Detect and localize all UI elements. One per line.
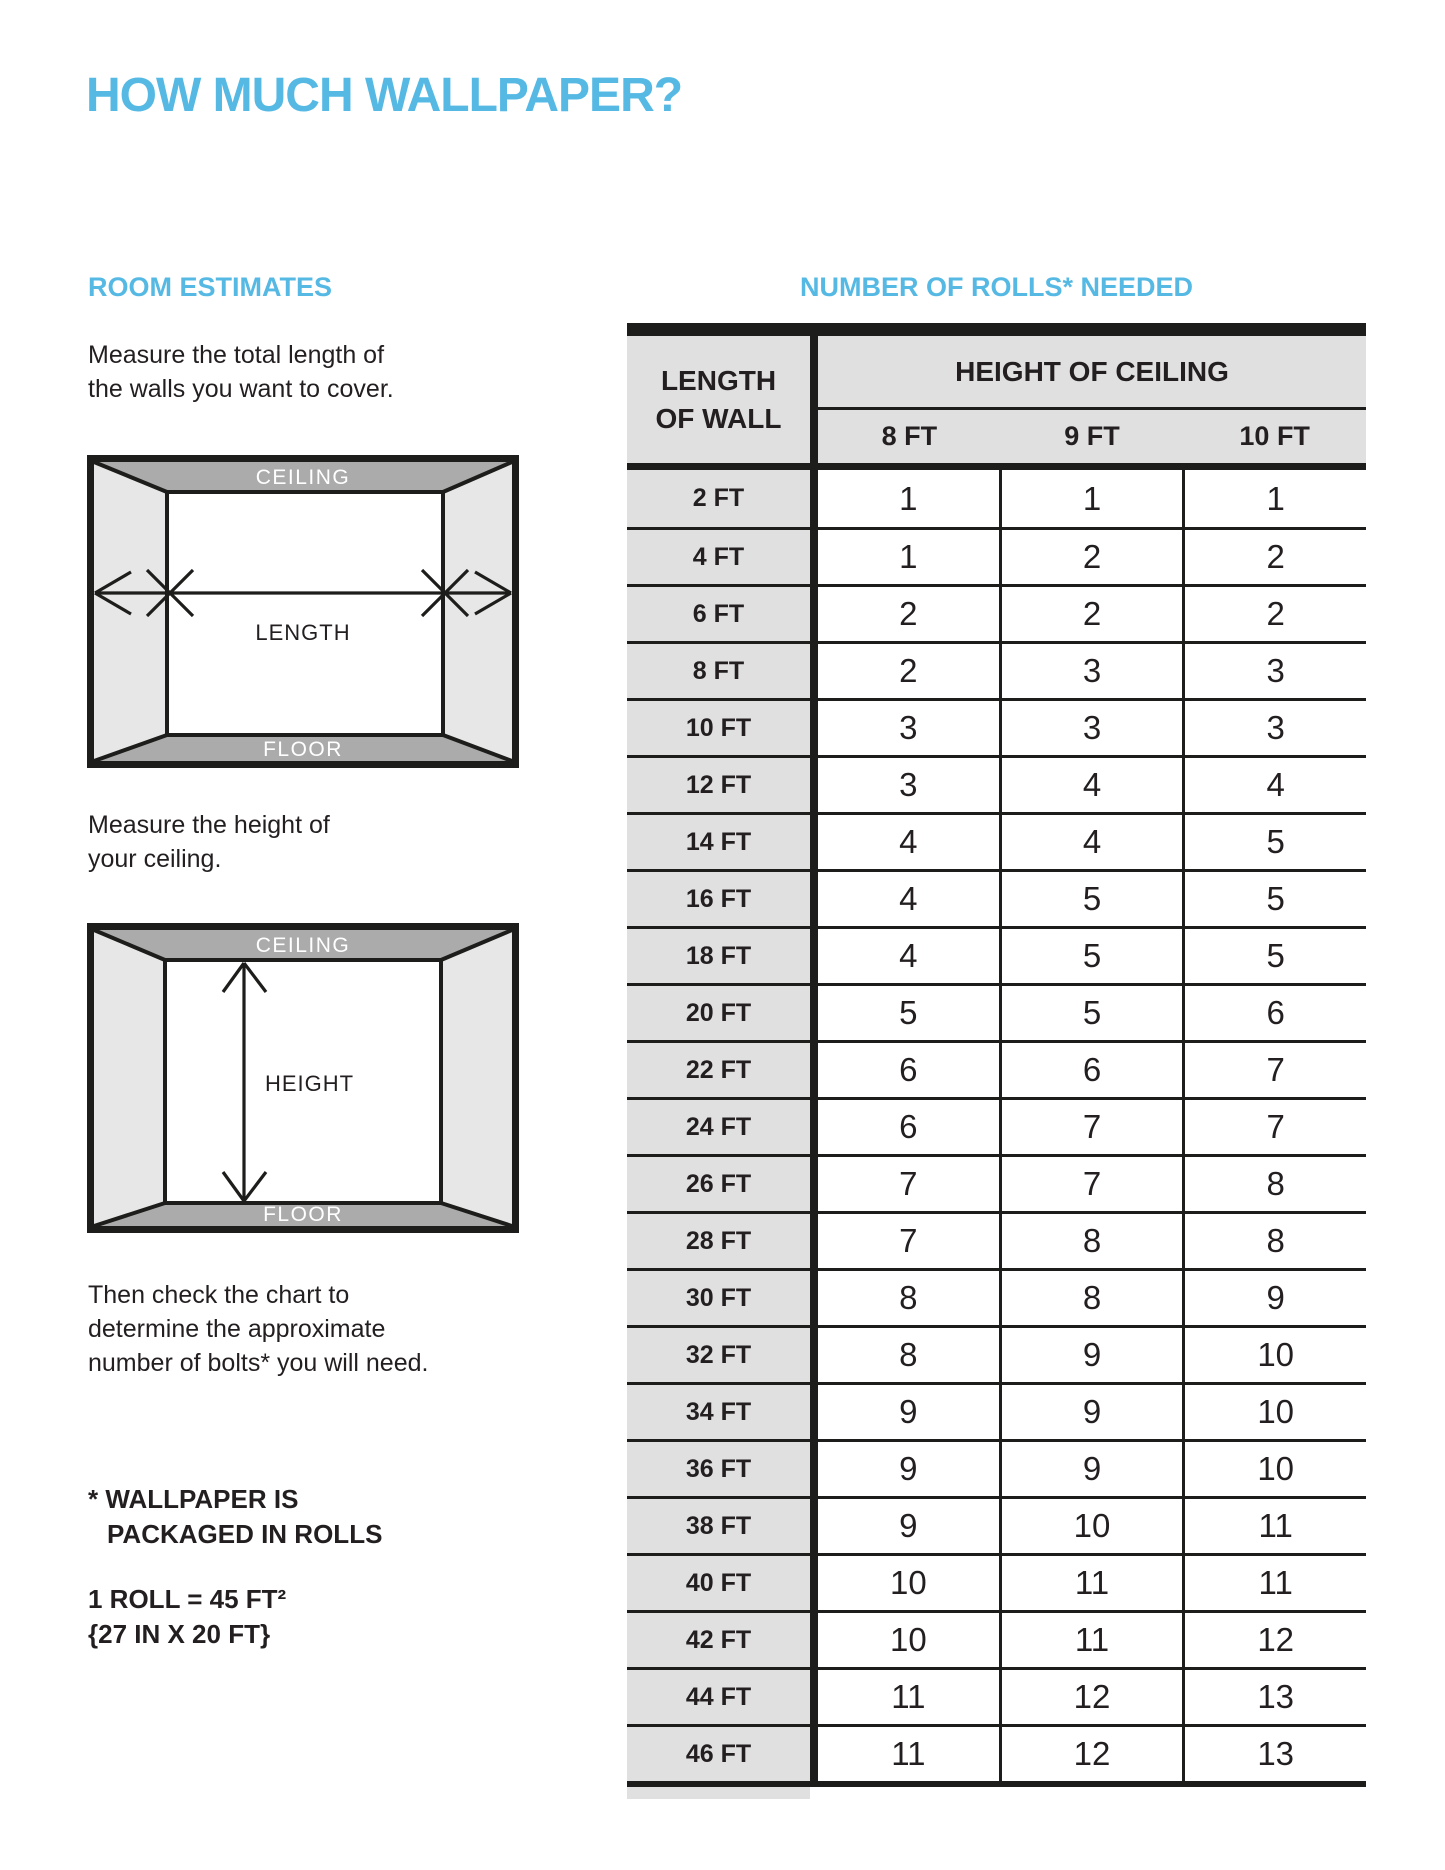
floor-label: FLOOR xyxy=(263,738,343,761)
height-label: HEIGHT xyxy=(265,1071,355,1096)
rolls-cell-8ft: 8 xyxy=(818,1271,999,1325)
instruction-height-line2: your ceiling. xyxy=(88,845,222,873)
rolls-cell-8ft: 1 xyxy=(818,470,999,527)
rolls-cell-10ft: 3 xyxy=(1182,644,1366,698)
wallpaper-footnote xyxy=(88,1482,382,1552)
rolls-cell-8ft: 5 xyxy=(818,986,999,1040)
table-column-group-header: HEIGHT OF CEILING xyxy=(818,336,1366,407)
floor-label: FLOOR xyxy=(263,1203,343,1226)
table-row xyxy=(627,1211,1366,1268)
rolls-cell-10ft: 5 xyxy=(1182,929,1366,983)
table-row xyxy=(627,527,1366,584)
rolls-cell-8ft: 6 xyxy=(818,1100,999,1154)
rolls-cell-10ft: 8 xyxy=(1182,1157,1366,1211)
rolls-cell-10ft: 8 xyxy=(1182,1214,1366,1268)
table-row xyxy=(627,1496,1366,1553)
wall-length-cell: 30 FT xyxy=(627,1271,810,1325)
wall-length-cell: 44 FT xyxy=(627,1670,810,1724)
wall-length-cell: 4 FT xyxy=(627,530,810,584)
wall-length-cell: 26 FT xyxy=(627,1157,810,1211)
table-row xyxy=(627,698,1366,755)
rolls-cell-9ft: 9 xyxy=(999,1442,1183,1496)
table-rows xyxy=(627,470,1366,1781)
table-row-header-cell xyxy=(627,336,810,463)
table-top-border xyxy=(627,323,1366,336)
wall-length-cell: 32 FT xyxy=(627,1328,810,1382)
rolls-cell-9ft: 7 xyxy=(999,1157,1183,1211)
rolls-cell-8ft: 3 xyxy=(818,758,999,812)
room-length-diagram xyxy=(87,455,519,768)
page-title: HOW MUCH WALLPAPER? xyxy=(86,69,683,122)
rolls-cell-9ft: 5 xyxy=(999,986,1183,1040)
instruction-length xyxy=(88,338,394,406)
instruction-chart-line3: number of bolts* you will need. xyxy=(88,1349,429,1377)
rolls-cell-10ft: 10 xyxy=(1182,1385,1366,1439)
rolls-cell-8ft: 10 xyxy=(818,1556,999,1610)
rolls-cell-9ft: 10 xyxy=(999,1499,1183,1553)
wall-length-cell: 24 FT xyxy=(627,1100,810,1154)
wall-length-cell: 2 FT xyxy=(627,470,810,527)
rolls-cell-9ft: 2 xyxy=(999,530,1183,584)
rolls-cell-8ft: 11 xyxy=(818,1670,999,1724)
wall-length-cell: 42 FT xyxy=(627,1613,810,1667)
table-row xyxy=(627,1553,1366,1610)
wall-length-cell: 14 FT xyxy=(627,815,810,869)
rolls-cell-8ft: 4 xyxy=(818,872,999,926)
instruction-height xyxy=(88,808,330,876)
rolls-cell-9ft: 8 xyxy=(999,1271,1183,1325)
table-row xyxy=(627,926,1366,983)
rolls-cell-10ft: 7 xyxy=(1182,1100,1366,1154)
rolls-cell-9ft: 1 xyxy=(999,470,1183,527)
instruction-height-line1: Measure the height of xyxy=(88,811,330,839)
rolls-cell-10ft: 11 xyxy=(1182,1499,1366,1553)
column-header-10ft: 10 FT xyxy=(1239,421,1310,451)
rolls-cell-10ft: 5 xyxy=(1182,815,1366,869)
back-wall xyxy=(167,492,443,735)
room-estimates-heading: ROOM ESTIMATES xyxy=(88,272,333,302)
rolls-cell-10ft: 5 xyxy=(1182,872,1366,926)
rolls-cell-10ft: 9 xyxy=(1182,1271,1366,1325)
rolls-needed-heading: NUMBER OF ROLLS* NEEDED xyxy=(799,272,1194,302)
instruction-length-line2: the walls you want to cover. xyxy=(88,375,394,403)
rolls-cell-9ft: 4 xyxy=(999,758,1183,812)
rolls-cell-10ft: 10 xyxy=(1182,1442,1366,1496)
room-height-diagram xyxy=(87,923,519,1233)
rolls-cell-8ft: 3 xyxy=(818,701,999,755)
rolls-cell-8ft: 9 xyxy=(818,1442,999,1496)
table-row xyxy=(627,641,1366,698)
rolls-table xyxy=(627,323,1366,1799)
rolls-cell-10ft: 11 xyxy=(1182,1556,1366,1610)
instruction-chart-line1: Then check the chart to xyxy=(88,1281,350,1309)
left-wall-surface xyxy=(94,930,165,1226)
rolls-cell-8ft: 10 xyxy=(818,1613,999,1667)
rolls-cell-9ft: 7 xyxy=(999,1100,1183,1154)
rolls-cell-9ft: 4 xyxy=(999,815,1183,869)
rolls-cell-8ft: 7 xyxy=(818,1157,999,1211)
rolls-cell-9ft: 5 xyxy=(999,929,1183,983)
wall-length-cell: 20 FT xyxy=(627,986,810,1040)
table-row xyxy=(627,1268,1366,1325)
rolls-cell-8ft: 11 xyxy=(818,1727,999,1781)
rolls-cell-10ft: 3 xyxy=(1182,701,1366,755)
rolls-cell-9ft: 12 xyxy=(999,1670,1183,1724)
rolls-cell-10ft: 6 xyxy=(1182,986,1366,1040)
wall-length-cell: 36 FT xyxy=(627,1442,810,1496)
table-row xyxy=(627,1040,1366,1097)
wall-length-cell: 46 FT xyxy=(627,1727,810,1781)
length-label: LENGTH xyxy=(255,620,351,645)
footnote-line1: * WALLPAPER IS xyxy=(88,1484,299,1514)
roll-size-info xyxy=(88,1582,286,1652)
row-header-line1: LENGTH xyxy=(660,364,777,396)
rolls-cell-9ft: 8 xyxy=(999,1214,1183,1268)
rolls-cell-8ft: 4 xyxy=(818,815,999,869)
rolls-cell-10ft: 10 xyxy=(1182,1328,1366,1382)
wall-length-cell: 38 FT xyxy=(627,1499,810,1553)
column-divider-bar xyxy=(810,336,818,1781)
rolls-cell-8ft: 7 xyxy=(818,1214,999,1268)
rolls-cell-8ft: 6 xyxy=(818,1043,999,1097)
rolls-cell-8ft: 4 xyxy=(818,929,999,983)
rolls-cell-9ft: 9 xyxy=(999,1328,1183,1382)
rolls-cell-10ft: 12 xyxy=(1182,1613,1366,1667)
table-row xyxy=(627,1439,1366,1496)
table-row xyxy=(627,584,1366,641)
rolls-cell-10ft: 4 xyxy=(1182,758,1366,812)
rolls-cell-8ft: 9 xyxy=(818,1499,999,1553)
rolls-cell-8ft: 9 xyxy=(818,1385,999,1439)
rolls-cell-9ft: 3 xyxy=(999,701,1183,755)
wall-length-cell: 40 FT xyxy=(627,1556,810,1610)
rolls-cell-9ft: 12 xyxy=(999,1727,1183,1781)
rolls-cell-10ft: 2 xyxy=(1182,530,1366,584)
column-header-8ft: 8 FT xyxy=(881,421,938,451)
wall-length-cell: 34 FT xyxy=(627,1385,810,1439)
table-row xyxy=(627,470,1366,527)
table-row xyxy=(627,1097,1366,1154)
roll-size-line1: 1 ROLL = 45 FT² xyxy=(88,1584,287,1614)
rolls-cell-9ft: 9 xyxy=(999,1385,1183,1439)
ceiling-label: CEILING xyxy=(255,934,351,957)
footnote-line2: PACKAGED IN ROLLS xyxy=(107,1519,383,1549)
table-row xyxy=(627,1382,1366,1439)
table-row xyxy=(627,1667,1366,1724)
rolls-cell-10ft: 13 xyxy=(1182,1727,1366,1781)
left-wall-surface xyxy=(94,462,167,761)
rolls-cell-9ft: 11 xyxy=(999,1613,1183,1667)
wall-length-cell: 12 FT xyxy=(627,758,810,812)
wall-length-cell: 18 FT xyxy=(627,929,810,983)
rolls-cell-9ft: 2 xyxy=(999,587,1183,641)
table-row xyxy=(627,812,1366,869)
right-wall-surface xyxy=(441,930,512,1226)
wall-length-cell: 10 FT xyxy=(627,701,810,755)
wall-length-cell: 6 FT xyxy=(627,587,810,641)
instruction-chart xyxy=(88,1278,428,1380)
table-row xyxy=(627,869,1366,926)
table-row xyxy=(627,1325,1366,1382)
rolls-cell-9ft: 11 xyxy=(999,1556,1183,1610)
rolls-cell-8ft: 8 xyxy=(818,1328,999,1382)
row-header-line2: OF WALL xyxy=(655,402,782,434)
rolls-cell-10ft: 1 xyxy=(1182,470,1366,527)
wall-length-cell: 16 FT xyxy=(627,872,810,926)
table-column-headers xyxy=(818,410,1366,463)
wall-length-cell: 28 FT xyxy=(627,1214,810,1268)
column-header-9ft: 9 FT xyxy=(1064,421,1120,451)
rolls-cell-9ft: 3 xyxy=(999,644,1183,698)
rolls-cell-10ft: 13 xyxy=(1182,1670,1366,1724)
ceiling-label: CEILING xyxy=(255,466,351,489)
rolls-cell-8ft: 2 xyxy=(818,587,999,641)
table-row xyxy=(627,1724,1366,1781)
instruction-length-line1: Measure the total length of xyxy=(88,341,385,369)
label-column-stub xyxy=(627,1787,810,1799)
rolls-cell-9ft: 5 xyxy=(999,872,1183,926)
rolls-cell-8ft: 1 xyxy=(818,530,999,584)
wall-length-cell: 22 FT xyxy=(627,1043,810,1097)
instruction-chart-line2: determine the approximate xyxy=(88,1315,386,1343)
roll-size-line2: {27 IN X 20 FT} xyxy=(88,1619,271,1649)
rolls-cell-9ft: 6 xyxy=(999,1043,1183,1097)
table-row xyxy=(627,1610,1366,1667)
rolls-cell-8ft: 2 xyxy=(818,644,999,698)
table-row xyxy=(627,755,1366,812)
wall-length-cell: 8 FT xyxy=(627,644,810,698)
rolls-cell-10ft: 7 xyxy=(1182,1043,1366,1097)
header-bottom-border xyxy=(627,463,1366,470)
rolls-cell-10ft: 2 xyxy=(1182,587,1366,641)
table-row xyxy=(627,983,1366,1040)
table-row xyxy=(627,1154,1366,1211)
